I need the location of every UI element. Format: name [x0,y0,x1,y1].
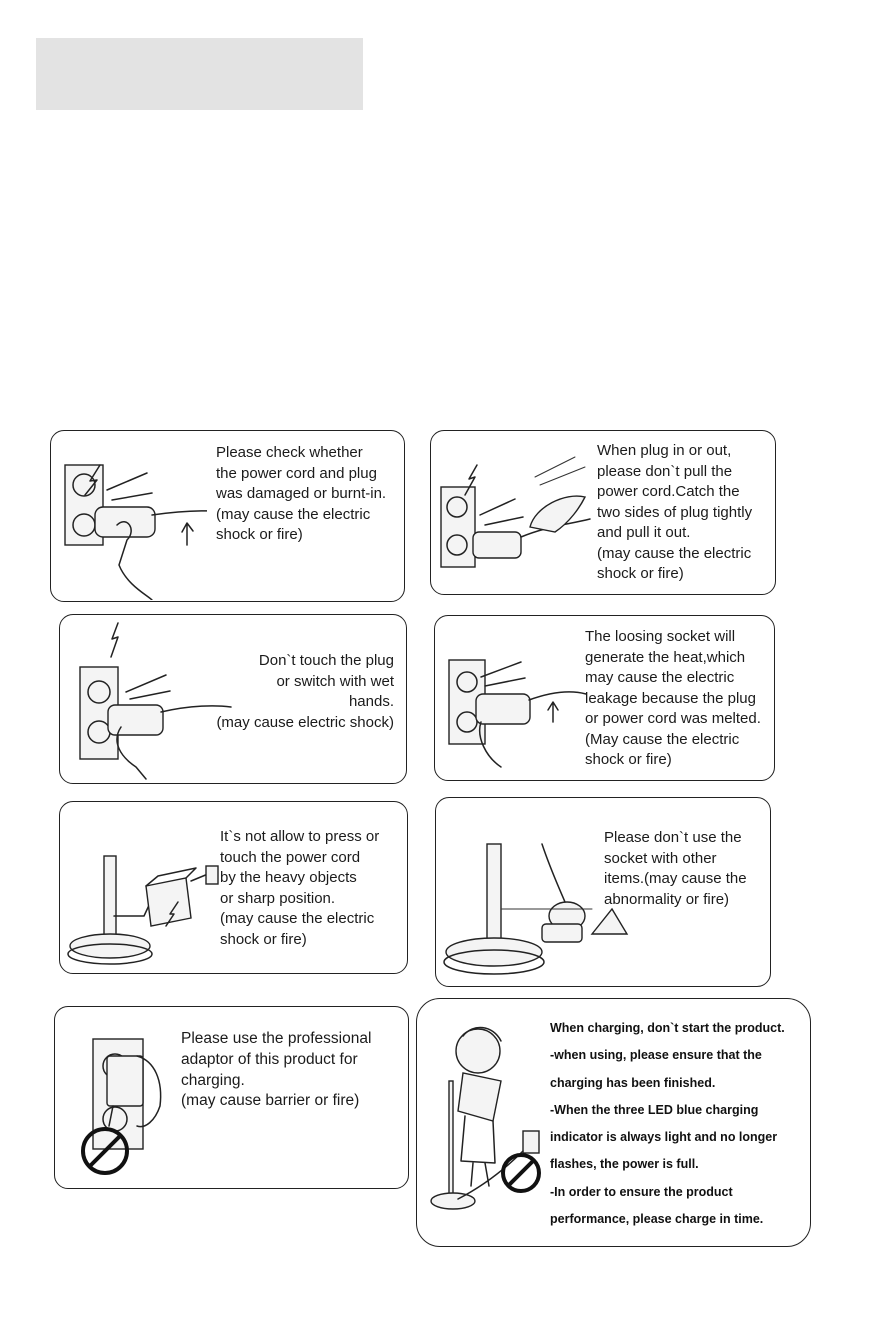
warning-panel-professional-adaptor [54,1006,409,1189]
warning-panel-damaged-cord [50,430,405,602]
warning-panel-wet-hands [59,614,407,784]
warning-panel-heavy-objects [59,801,408,974]
wet-hands-illustration [66,617,236,782]
loose-socket-illustration [441,622,591,777]
heavy-object-illustration [66,806,226,971]
warning-panel-pull-cord [430,430,776,595]
panel-text-professional-adaptor: Please use the professional adaptor of this product for charging. (may cause barrier or fire) [181,1030,372,1110]
charging-illustration [423,1011,553,1231]
warning-panel-loose-socket [434,615,775,781]
header-gray-bar [36,38,363,110]
warning-panel-shared-socket [435,797,771,987]
warning-panel-charging-notes [416,998,811,1247]
panel-text-pull-cord: When plug in or out, please don`t pull the power cord.Catch the two sides of plug tightly and pull it out. (may cause the electric shock or fire) [597,442,753,582]
panel-text-charging-notes: When charging, don`t start the product. -when using, please ensure that the charging has been finished. -When the three LED blue charging indicator is always light and no longer flashes, the power is full. -In order to ensure the product performance, please charge in time. [550,1021,785,1227]
pull-plug-illustration [435,437,595,592]
panel-text-heavy-objects: It`s not allow to press or touch the power cord by the heavy objects or sharp position. (may cause the electric shock or fire) [220,828,380,948]
plug-cord-illustration [57,435,207,600]
panel-text-shared-socket: Please don`t use the socket with other items.(may cause the abnormality or fire) [604,829,747,908]
panel-text-wet-hands: Don`t touch the plug or switch with wet hands. (may cause electric shock) [216,652,394,731]
panel-text-damaged-cord: Please check whether the power cord and plug was damaged or burnt-in. (may cause the electric shock or fire) [216,444,387,543]
panel-text-loose-socket: The loosing socket will generate the heat,which may cause the electric leakage because the plug or power cord was melted. (May cause the electric shock or fire) [585,628,761,768]
